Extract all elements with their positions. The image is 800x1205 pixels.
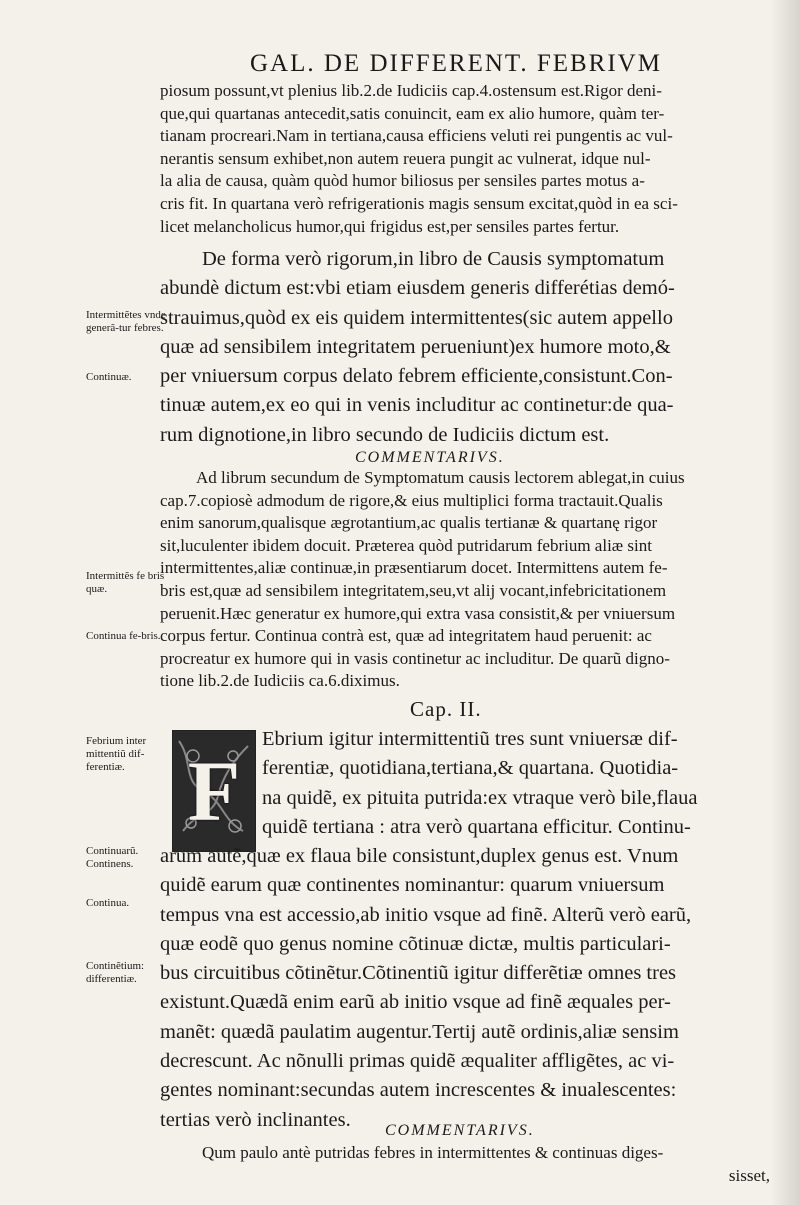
text-line: decrescunt. Ac nõnulli primas quidẽ æqualiter affligẽtes, ac vi-	[160, 1050, 675, 1073]
text-line: tione lib.2.de Iudiciis ca.6.diximus.	[160, 671, 400, 691]
text-line: quidẽ tertiana : atra verò quartana efficitur. Continu-	[262, 815, 691, 838]
text-block-4	[160, 842, 770, 1135]
text-line: tinuæ autem,ex eo qui in venis includitur ac continetur:de qua-	[160, 394, 674, 417]
text-line: la alia de causa, quàm quòd humor biliosus per sensiles partes motus a-	[160, 171, 645, 191]
margin-note: Continuæ.	[86, 371, 132, 383]
text-line: bus circuitibus cõtinẽtur.Cõtinentiũ igitur differẽtiæ omnes tres	[160, 962, 677, 985]
text-block-4-indented	[262, 725, 772, 842]
decorated-initial	[172, 730, 256, 852]
text-line: peruenit.Hæc generatur ex humore,qui extra vasa consistit,& per vniuersum	[160, 603, 676, 623]
text-block-3	[160, 467, 770, 693]
text-line: Qum paulo antè putridas febres in intermittentes & continuas diges-	[202, 1143, 664, 1162]
text-line: tempus vna est accessio,ab initio vsque ad finẽ. Alterũ verò earũ,	[160, 903, 692, 926]
text-block-2	[160, 245, 770, 450]
margin-note: Continua fe-bris.	[86, 630, 161, 642]
text-line: Ebrium igitur intermittentiũ tres sunt vniuersæ dif-	[262, 728, 678, 750]
running-head: GAL. DE DIFFERENT. FEBRIVM	[250, 50, 662, 77]
text-line: intermittentes,aliæ continuæ,in præsentiarum docet. Intermittens autem fe-	[160, 558, 668, 578]
text-line: abundè dictum est:vbi etiam eiusdem generis differétias demó-	[160, 277, 675, 300]
text-line: quæ ad sensibilem integritatem perueniunt)ex humore moto,&	[160, 335, 671, 358]
text-line: cris fit. In quartana verò refrigerationis magis sensum excitat,quòd in ea sci-	[160, 193, 678, 213]
text-line: manẽt: quædã paulatim augentur.Tertij autẽ ordinis,aliæ sensim	[160, 1020, 679, 1043]
commentarius-heading: COMMENTARIVS.	[385, 1122, 535, 1139]
text-line: nerantis sensum exhibet,non autem reuera pungit ac vulnerat, idque nul-	[160, 148, 651, 168]
text-line: quæ eodẽ quo genus nomine cõtinuæ dictæ, multis particulari-	[160, 932, 671, 955]
initial-letter: F	[187, 743, 241, 839]
text-line: per vniuersum corpus delato febrem efficiente,consistunt.Con-	[160, 365, 673, 388]
text-block-1	[160, 80, 770, 238]
text-line: tianam procreari.Nam in tertiana,causa efficiens veluti rei pungentis ac vul-	[160, 126, 673, 146]
text-line: Ad librum secundum de Symptomatum causis lectorem ablegat,in cuius	[196, 468, 685, 487]
text-line: piosum possunt,vt plenius lib.2.de Iudiciis cap.4.ostensum est.Rigor deni-	[160, 81, 662, 100]
text-line: que,qui quartanas antecedit,satis conuincit, eam ex alio humore, quàm ter-	[160, 103, 665, 123]
text-line: existunt.Quædã enim earũ ab initio vsque ad finẽ æquales per-	[160, 991, 671, 1014]
text-block-5	[160, 1142, 770, 1187]
commentarius-heading: COMMENTARIVS.	[355, 449, 505, 466]
page-edge-shadow	[770, 0, 800, 1205]
text-line: na quidẽ, ex pituita putrida:ex vtraque verò bile,flaua	[262, 786, 698, 809]
text-line: licet melancholicus humor,qui frigidus est,per sensiles partes fertur.	[160, 216, 620, 236]
text-line: strauimus,quòd ex eis quidem intermittentes(sic autem appello	[160, 306, 673, 329]
text-line: enim sanorum,qualisque ægrotantium,ac qualis tertianæ & quartanę rigor	[160, 513, 658, 533]
text-line: De forma verò rigorum,in libro de Causis symptomatum	[202, 248, 665, 270]
chapter-heading: Cap. II.	[410, 697, 482, 721]
text-line: sit,luculenter ibidem docuit. Præterea quòd putridarum febrium aliæ sint	[160, 535, 652, 555]
text-line: procreatur ex humore qui in vasis continetur ac includitur. De quarũ digno-	[160, 648, 670, 668]
text-line: rum dignotione,in libro secundo de Iudiciis dictum est.	[160, 423, 610, 446]
margin-note: Febrium inter mittentiũ dif-ferentiæ.	[86, 735, 147, 773]
text-line: bris est,quæ ad sensibilem integritatem,seu,vt alij vocant,infebricitationem	[160, 580, 667, 600]
text-line: sisset,	[728, 1165, 770, 1185]
margin-note: Intermittẽs fe bris quæ.	[86, 570, 165, 595]
margin-note: Continẽtium: differentiæ.	[86, 960, 145, 985]
text-line: corpus fertur. Continua contrà est, quæ ad integritatem haud peruenit: ac	[160, 626, 652, 646]
text-line: gentes nominant:secundas autem increscentes & inualescentes:	[160, 1079, 677, 1102]
text-line: cap.7.copiosè admodum de rigore,& eius multiplici forma tractauit.Qualis	[160, 490, 663, 510]
text-line: ferentiæ, quotidiana,tertiana,& quartana. Quotidia-	[262, 757, 679, 780]
margin-note: Intermittẽtes vnde generã-tur febres.	[86, 309, 166, 334]
text-line: arum autẽ,quæ ex flaua bile consistunt,duplex genus est. Vnum	[160, 845, 679, 867]
margin-note: Continua.	[86, 897, 130, 909]
text-line: quidẽ earum quæ continentes nominantur: quarum vniuersum	[160, 874, 665, 897]
text-line: tertias verò inclinantes.	[160, 1108, 351, 1131]
margin-note: Continuarũ. Continens.	[86, 845, 139, 870]
